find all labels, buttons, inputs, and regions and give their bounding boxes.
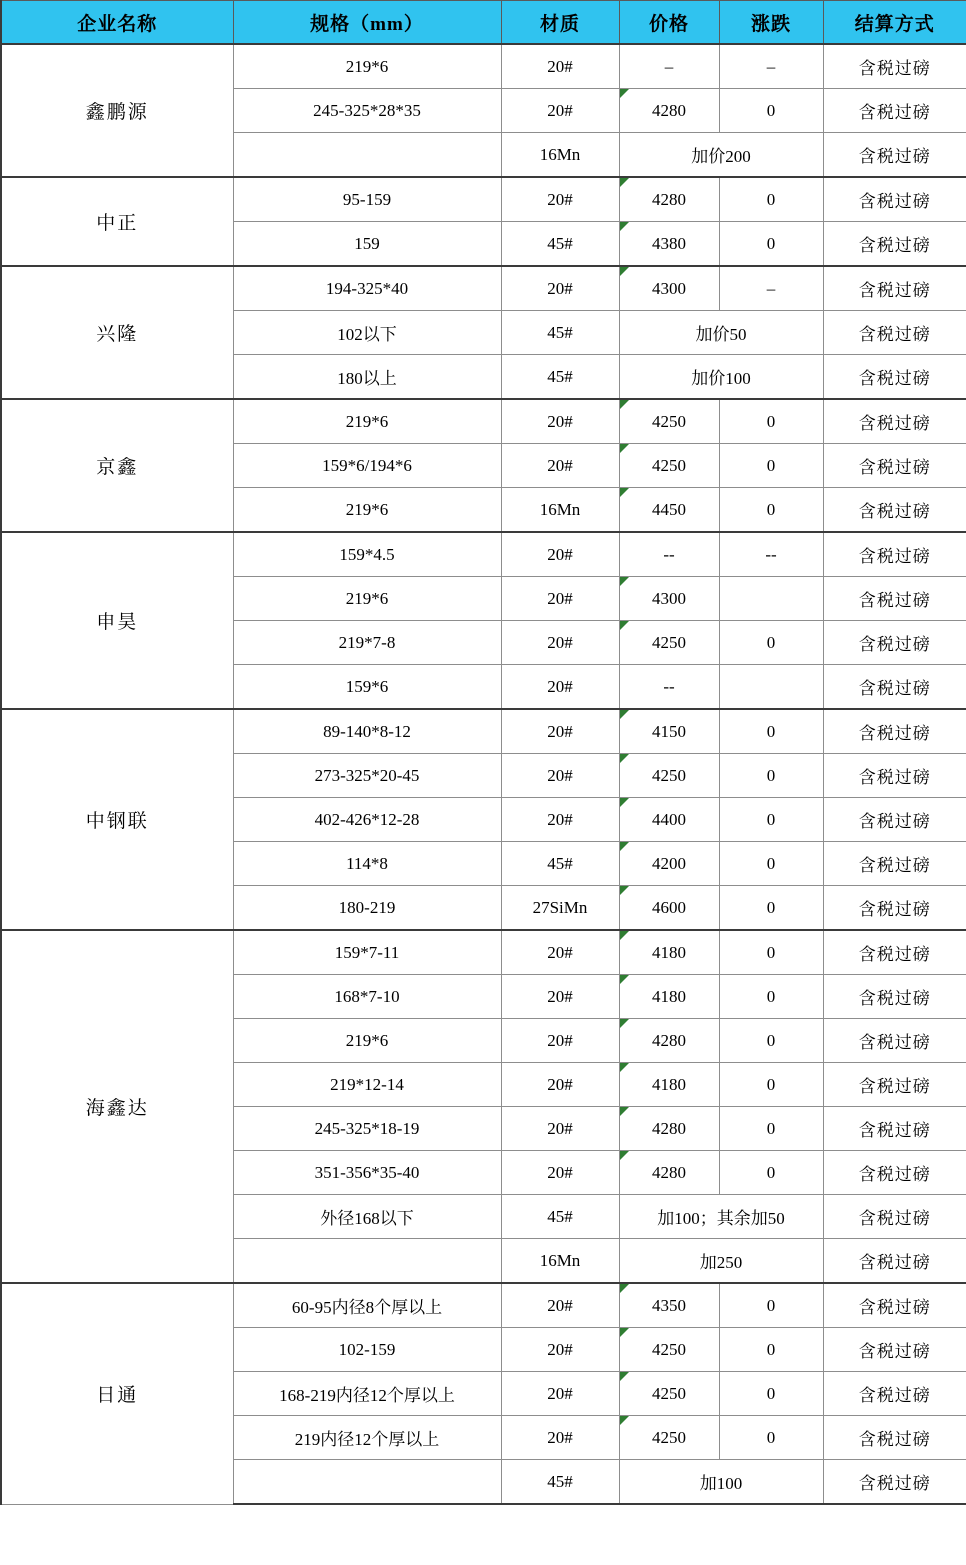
price-cell: 4280 [619,1151,719,1195]
material-cell: 16Mn [501,488,619,533]
material-cell: 20# [501,444,619,488]
price-cell: 4280 [619,1107,719,1151]
spec-cell: 159*6 [233,665,501,710]
material-cell: 20# [501,709,619,754]
change-cell: – [719,44,823,89]
material-cell: 16Mn [501,1239,619,1284]
price-cell: 4450 [619,488,719,533]
settlement-cell: 含税过磅 [823,444,966,488]
price-cell: 加价200 [619,133,823,178]
spec-cell: 60-95内径8个厚以上 [233,1283,501,1328]
material-cell: 20# [501,577,619,621]
header-price: 价格 [619,1,719,45]
material-cell: 45# [501,311,619,355]
price-cell: 4200 [619,842,719,886]
material-cell: 20# [501,621,619,665]
spec-cell: 194-325*40 [233,266,501,311]
change-cell: 0 [719,1107,823,1151]
company-name-cell: 海鑫达 [1,930,233,1283]
material-cell: 20# [501,1283,619,1328]
material-cell: 20# [501,399,619,444]
spec-cell: 外径168以下 [233,1195,501,1239]
material-cell: 45# [501,222,619,267]
material-cell: 27SiMn [501,886,619,931]
settlement-cell: 含税过磅 [823,399,966,444]
change-cell [719,577,823,621]
spec-cell: 159 [233,222,501,267]
spec-cell: 219*6 [233,399,501,444]
change-cell: 0 [719,1328,823,1372]
settlement-cell: 含税过磅 [823,177,966,222]
table-row [1,44,966,89]
price-cell: 4250 [619,621,719,665]
material-cell: 20# [501,266,619,311]
change-cell: 0 [719,1151,823,1195]
company-name-cell: 日通 [1,1283,233,1504]
settlement-cell: 含税过磅 [823,1107,966,1151]
price-cell: 4280 [619,177,719,222]
change-cell [719,665,823,710]
price-cell: 4180 [619,975,719,1019]
spec-cell: 245-325*18-19 [233,1107,501,1151]
settlement-cell: 含税过磅 [823,665,966,710]
change-cell: 0 [719,754,823,798]
table-row [1,399,966,444]
settlement-cell: 含税过磅 [823,886,966,931]
material-cell: 20# [501,1416,619,1460]
material-cell: 20# [501,665,619,710]
settlement-cell: 含税过磅 [823,1239,966,1284]
spec-cell [233,1460,501,1505]
price-cell: 加100 [619,1460,823,1505]
material-cell: 20# [501,975,619,1019]
header-spec: 规格（mm） [233,1,501,45]
spec-cell: 219内径12个厚以上 [233,1416,501,1460]
price-cell: 4150 [619,709,719,754]
price-cell: 加100；其余加50 [619,1195,823,1239]
change-cell: 0 [719,930,823,975]
settlement-cell: 含税过磅 [823,1195,966,1239]
spec-cell: 89-140*8-12 [233,709,501,754]
price-cell: 加250 [619,1239,823,1284]
spec-cell: 219*6 [233,488,501,533]
company-name-cell: 中钢联 [1,709,233,930]
material-cell: 20# [501,1372,619,1416]
change-cell: 0 [719,1372,823,1416]
settlement-cell: 含税过磅 [823,266,966,311]
table-header-row [1,1,966,45]
price-cell: – [619,44,719,89]
table-row [1,709,966,754]
settlement-cell: 含税过磅 [823,532,966,577]
settlement-cell: 含税过磅 [823,930,966,975]
change-cell: 0 [719,975,823,1019]
spec-cell: 219*7-8 [233,621,501,665]
header-material: 材质 [501,1,619,45]
spec-cell: 219*6 [233,577,501,621]
material-cell: 20# [501,532,619,577]
settlement-cell: 含税过磅 [823,488,966,533]
header-settlement: 结算方式 [823,1,966,45]
price-cell: 4600 [619,886,719,931]
price-cell: 4280 [619,89,719,133]
header-change: 涨跌 [719,1,823,45]
settlement-cell: 含税过磅 [823,1416,966,1460]
spec-cell: 168*7-10 [233,975,501,1019]
change-cell: 0 [719,709,823,754]
spec-cell: 180-219 [233,886,501,931]
price-cell: 4250 [619,1372,719,1416]
table-row [1,1283,966,1328]
price-cell: 4250 [619,444,719,488]
material-cell: 45# [501,1460,619,1505]
settlement-cell: 含税过磅 [823,754,966,798]
settlement-cell: 含税过磅 [823,133,966,178]
spec-cell [233,1239,501,1284]
change-cell: 0 [719,1063,823,1107]
price-cell: 加价50 [619,311,823,355]
change-cell: 0 [719,488,823,533]
company-name-cell: 中正 [1,177,233,266]
settlement-cell: 含税过磅 [823,842,966,886]
settlement-cell: 含税过磅 [823,621,966,665]
price-cell: 4250 [619,1416,719,1460]
table-row [1,930,966,975]
settlement-cell: 含税过磅 [823,1151,966,1195]
material-cell: 20# [501,44,619,89]
material-cell: 20# [501,930,619,975]
settlement-cell: 含税过磅 [823,1063,966,1107]
spec-cell: 95-159 [233,177,501,222]
change-cell: 0 [719,798,823,842]
settlement-cell: 含税过磅 [823,1460,966,1505]
change-cell: 0 [719,89,823,133]
settlement-cell: 含税过磅 [823,709,966,754]
change-cell: 0 [719,1416,823,1460]
settlement-cell: 含税过磅 [823,1283,966,1328]
settlement-cell: 含税过磅 [823,975,966,1019]
settlement-cell: 含税过磅 [823,577,966,621]
price-cell: 4280 [619,1019,719,1063]
spec-cell: 351-356*35-40 [233,1151,501,1195]
change-cell: 0 [719,1283,823,1328]
change-cell: 0 [719,177,823,222]
material-cell: 20# [501,798,619,842]
spec-cell: 219*6 [233,1019,501,1063]
material-cell: 20# [501,1107,619,1151]
price-cell: 4400 [619,798,719,842]
price-cell: 4380 [619,222,719,267]
material-cell: 20# [501,754,619,798]
price-cell: -- [619,665,719,710]
spec-cell: 114*8 [233,842,501,886]
price-cell: 4300 [619,577,719,621]
company-name-cell: 鑫鹏源 [1,44,233,177]
company-name-cell: 京鑫 [1,399,233,532]
company-name-cell: 申昊 [1,532,233,709]
settlement-cell: 含税过磅 [823,89,966,133]
spec-cell: 402-426*12-28 [233,798,501,842]
settlement-cell: 含税过磅 [823,1019,966,1063]
material-cell: 20# [501,177,619,222]
settlement-cell: 含税过磅 [823,1372,966,1416]
spec-cell: 159*4.5 [233,532,501,577]
change-cell: -- [719,532,823,577]
change-cell: 0 [719,842,823,886]
spec-cell: 168-219内径12个厚以上 [233,1372,501,1416]
price-cell: 4180 [619,1063,719,1107]
price-cell: 4180 [619,930,719,975]
spec-cell: 159*6/194*6 [233,444,501,488]
spec-cell: 273-325*20-45 [233,754,501,798]
table-row [1,266,966,311]
change-cell: 0 [719,444,823,488]
price-cell: 4250 [619,1328,719,1372]
material-cell: 20# [501,1328,619,1372]
settlement-cell: 含税过磅 [823,311,966,355]
table-body [1,44,966,1504]
settlement-cell: 含税过磅 [823,798,966,842]
change-cell: 0 [719,399,823,444]
price-cell: 4250 [619,754,719,798]
settlement-cell: 含税过磅 [823,222,966,267]
material-cell: 45# [501,355,619,400]
change-cell: 0 [719,1019,823,1063]
spec-cell: 102-159 [233,1328,501,1372]
price-cell: 加价100 [619,355,823,400]
spec-cell: 159*7-11 [233,930,501,975]
material-cell: 20# [501,1151,619,1195]
change-cell: – [719,266,823,311]
company-name-cell: 兴隆 [1,266,233,399]
header-company: 企业名称 [1,1,233,45]
change-cell: 0 [719,886,823,931]
price-cell: 4250 [619,399,719,444]
price-cell: 4350 [619,1283,719,1328]
change-cell: 0 [719,621,823,665]
material-cell: 16Mn [501,133,619,178]
spec-cell: 219*6 [233,44,501,89]
price-cell: 4300 [619,266,719,311]
material-cell: 20# [501,1063,619,1107]
settlement-cell: 含税过磅 [823,355,966,400]
settlement-cell: 含税过磅 [823,44,966,89]
change-cell: 0 [719,222,823,267]
spec-cell: 180以上 [233,355,501,400]
table-row [1,177,966,222]
spec-cell: 219*12-14 [233,1063,501,1107]
material-cell: 45# [501,842,619,886]
table-row [1,532,966,577]
spec-cell: 102以下 [233,311,501,355]
spec-cell: 245-325*28*35 [233,89,501,133]
material-cell: 20# [501,1019,619,1063]
material-cell: 45# [501,1195,619,1239]
settlement-cell: 含税过磅 [823,1328,966,1372]
material-cell: 20# [501,89,619,133]
price-cell: -- [619,532,719,577]
spec-cell [233,133,501,178]
